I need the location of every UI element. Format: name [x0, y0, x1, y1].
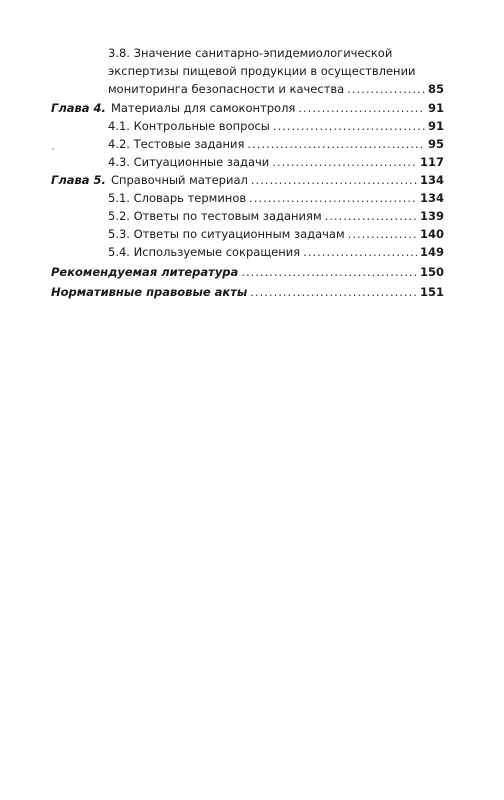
stray-mark: `	[51, 148, 56, 159]
page-number: 85	[427, 82, 444, 96]
leader-dots	[348, 225, 417, 243]
toc-entry-4-1[interactable]: 4.1. Контрольные вопросы ..... 91	[108, 117, 444, 135]
toc-chapter-5[interactable]	[51, 171, 444, 189]
leader-dots	[241, 263, 417, 281]
page-number: 140	[419, 227, 444, 241]
leader-dots	[247, 135, 425, 153]
page-number: 134	[419, 191, 444, 205]
chapter-label: Глава 5.	[51, 173, 106, 187]
page-number: 95	[427, 137, 444, 151]
page-number: 150	[419, 265, 444, 279]
toc-entry-3-8-line-1: 3.8. Значение санитарно-эпидемиологической	[108, 46, 393, 60]
toc-recommended-literature[interactable]: Рекомендуемая литература ..... 150	[51, 263, 444, 281]
leader-dots	[325, 207, 417, 225]
leader-dots	[298, 99, 425, 117]
page-number: 117	[419, 155, 444, 169]
toc-entry-3-8[interactable]: мониторинга безопасности и качества ..... 85	[108, 80, 444, 98]
toc-chapter-4[interactable]	[51, 99, 444, 117]
page-number: 139	[419, 209, 444, 223]
chapter-title: Справочный материал	[110, 173, 248, 187]
leader-dots	[272, 153, 417, 171]
chapter-label: Глава 4.	[51, 101, 106, 115]
leader-dots	[347, 80, 425, 98]
toc-entry-4-3[interactable]: 4.3. Ситуационные задачи ..... 117	[108, 153, 444, 171]
leader-dots	[249, 189, 417, 207]
leader-dots	[273, 117, 425, 135]
toc-entry-4-2[interactable]: 4.2. Тестовые задания ..... 95	[108, 135, 444, 153]
toc-entry-5-1[interactable]: 5.1. Словарь терминов ..... 134	[108, 189, 444, 207]
toc-entry-3-8-line-2: экспертизы пищевой продукции в осуществлении	[108, 64, 416, 78]
chapter-title: Материалы для самоконтроля	[110, 101, 296, 115]
page-number: 91	[427, 119, 444, 133]
page-number: 91	[427, 101, 444, 115]
leader-dots	[251, 171, 417, 189]
leader-dots	[303, 243, 417, 261]
page-number: 134	[419, 173, 444, 187]
toc-normative-acts[interactable]: Нормативные правовые акты ..... 151	[51, 283, 444, 301]
toc-entry-5-3[interactable]: 5.3. Ответы по ситуационным задачам ..... 140	[108, 225, 444, 243]
page-number: 149	[419, 245, 444, 259]
page-number: 151	[419, 285, 444, 299]
leader-dots	[250, 283, 417, 301]
toc-entry-5-2[interactable]: 5.2. Ответы по тестовым заданиям ..... 139	[108, 207, 444, 225]
toc-entry-5-4[interactable]: 5.4. Используемые сокращения ..... 149	[108, 243, 444, 261]
